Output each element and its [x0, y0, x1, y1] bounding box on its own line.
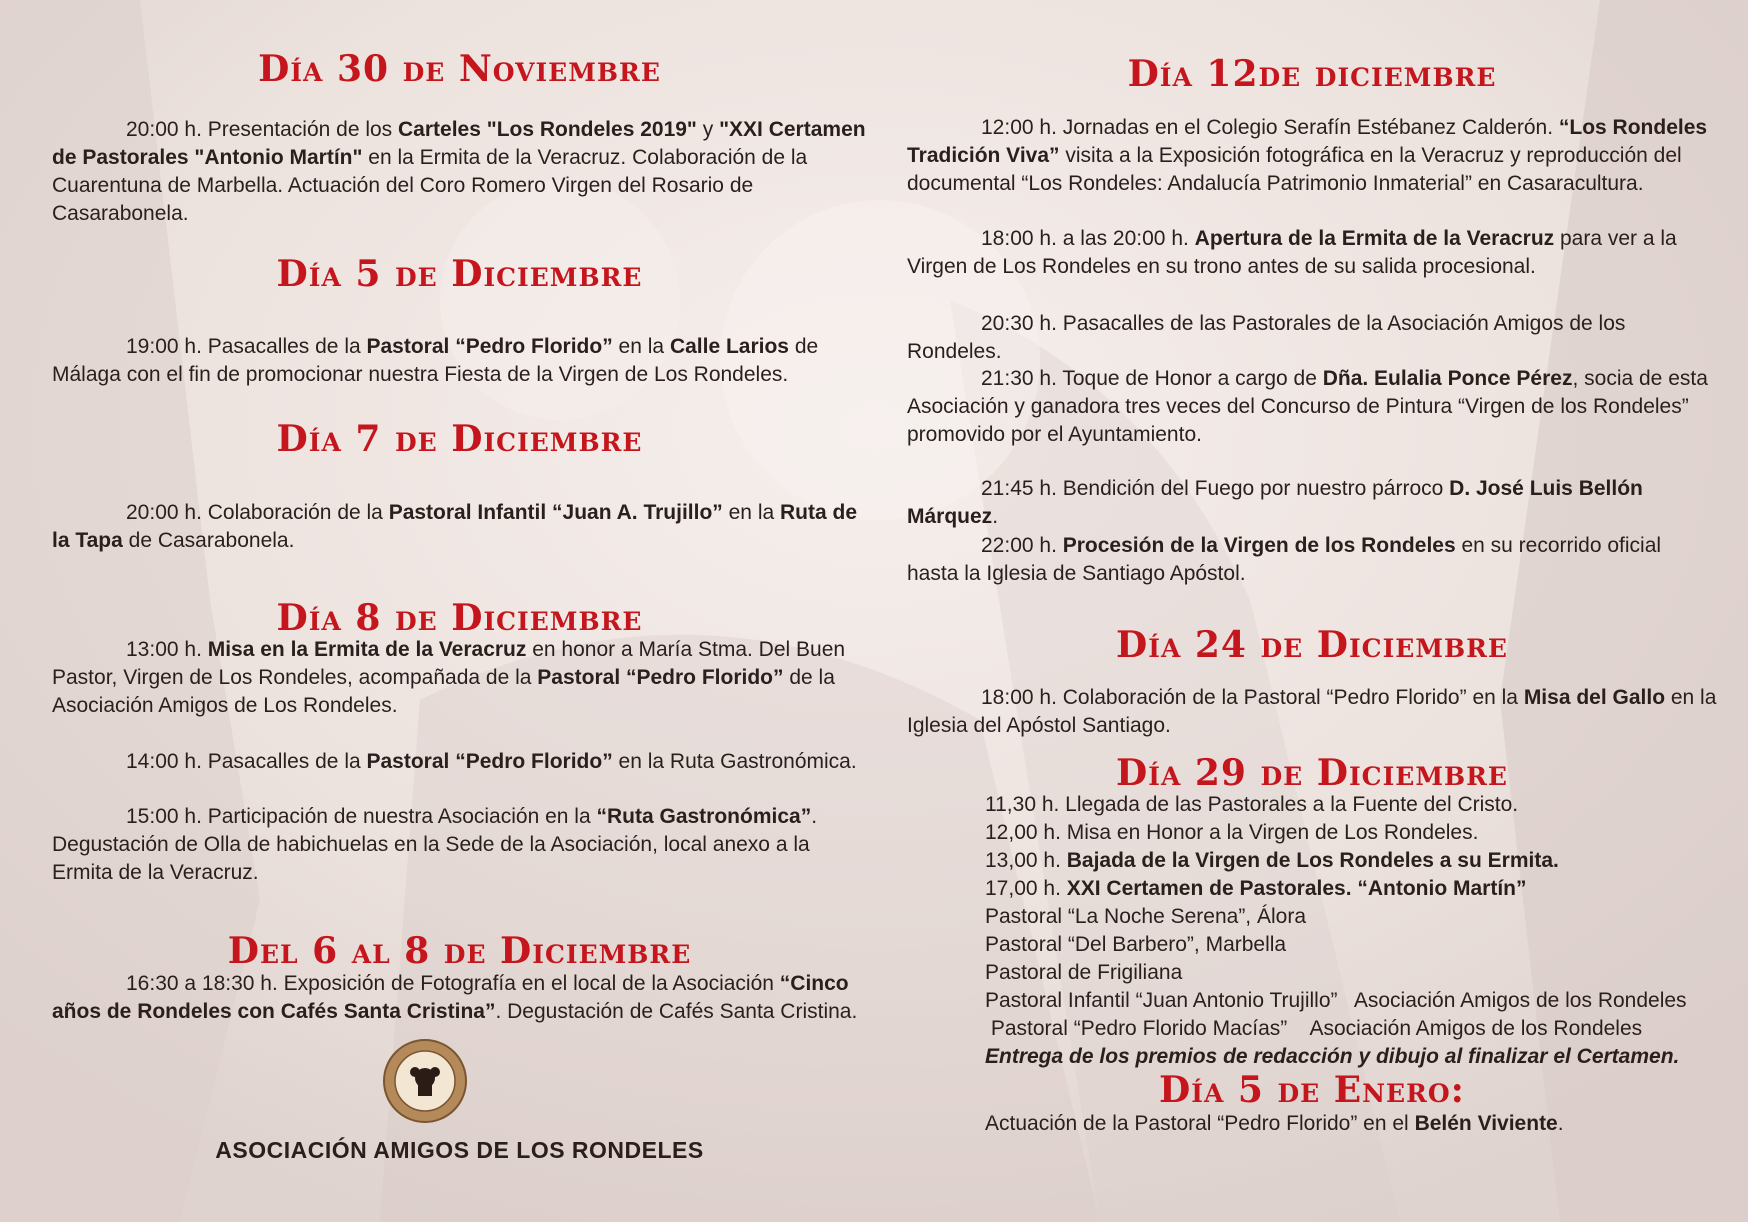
text: en la Ermita de la Veracruz. Colaboración de la Cuarentuna de Marbella. Actuación del Coro Romero Virgen del Rosario de Casarabonela. [52, 146, 808, 225]
program-line [985, 847, 1717, 875]
event-24-diciembre [907, 684, 1717, 740]
program-line: Entrega de los premios de redacción y dibujo al finalizar el Certamen. [985, 1045, 1680, 1068]
text: 16:30 a 18:30 h. Exposición de Fotografía en el local de la Asociación [126, 972, 780, 995]
event-5-enero [985, 1110, 1717, 1138]
event-8-diciembre-ruta [52, 803, 867, 887]
text: . [992, 505, 999, 528]
heading-del-6-al-8-diciembre: Del 6 al 8 de Diciembre [227, 930, 692, 972]
asociacion-logo [382, 1038, 468, 1124]
left-column [52, 0, 867, 1222]
event-12-diciembre-bendicion [907, 475, 1717, 531]
event-12-diciembre-toque [907, 365, 1717, 449]
program-line: Pastoral Infantil “Juan Antonio Trujillo” Asociación Amigos de los Rondeles [985, 989, 1687, 1012]
bold-text: Pastoral Infantil “Juan A. Trujillo” [388, 501, 723, 524]
text: . [1557, 1112, 1564, 1135]
program-line: 12,00 h. Misa en Honor a la Virgen de Los Rondeles. [985, 821, 1479, 844]
heading-dia-29-diciembre: Día 29 de Diciembre [1116, 752, 1508, 794]
event-8-diciembre-misa [52, 636, 867, 720]
event-12-diciembre-apertura [907, 225, 1717, 281]
event-8-diciembre-pasacalles [52, 748, 867, 776]
text: 21:45 h. Bendición del Fuego por nuestro párroco [981, 477, 1450, 500]
bold-text: Ruta de la Tapa [52, 501, 858, 552]
bold-text: Calle Larios [669, 335, 789, 358]
bold-text: Misa en la Ermita de la Veracruz [207, 638, 527, 661]
text: 12:00 h. Jornadas en el Colegio Serafín Estébanez Calderón. [981, 116, 1559, 139]
bold-text: Bajada de la Virgen de Los Rondeles a su Ermita. [1066, 849, 1559, 872]
event-5-diciembre [52, 333, 867, 389]
text: 17,00 h. [985, 877, 1067, 900]
bold-text: "XXI Certamen de Pastorales "Antonio Martín" [52, 118, 866, 169]
heading-dia-24-diciembre: Día 24 de Diciembre [1116, 624, 1508, 666]
organization-name: ASOCIACIÓN AMIGOS DE LOS RONDELES [215, 1137, 704, 1163]
heading-dia-8-diciembre: Día 8 de Diciembre [276, 597, 643, 639]
bold-text: Procesión de la Virgen de los Rondeles [1062, 534, 1456, 557]
program-line [985, 875, 1717, 903]
bold-text: D. José Luis Bellón Márquez [907, 477, 1643, 528]
text: . Degustación de Olla de habichuelas en la Sede de la Asociación, local anexo a la Ermita de la Veracruz. [52, 805, 818, 884]
bold-text: Misa del Gallo [1523, 686, 1666, 709]
event-12-diciembre-procesion [907, 532, 1717, 588]
event-exposicion-fotografia [52, 970, 867, 1026]
text: 21:30 h. Toque de Honor a cargo de [981, 367, 1323, 390]
event-7-diciembre [52, 499, 867, 555]
text: de Casarabonela. [122, 529, 295, 552]
program-line: Pastoral “Pedro Florido Macías” Asociación Amigos de los Rondeles [985, 1017, 1643, 1040]
text: 20:00 h. Colaboración de la [126, 501, 389, 524]
heading-dia-5-diciembre: Día 5 de Diciembre [276, 253, 643, 295]
heading-dia-12-diciembre: Día 12de diciembre [1127, 53, 1497, 95]
bold-text: “Los Rondeles Tradición Viva” [907, 116, 1708, 167]
text: de Málaga con el fin de promocionar nuestra Fiesta de la Virgen de Los Rondeles. [52, 335, 819, 386]
text: de la Asociación Amigos de Los Rondeles. [52, 666, 835, 717]
program-line: Pastoral de Frigiliana [985, 961, 1183, 984]
heading-dia-30-noviembre: Día 30 de Noviembre [258, 48, 661, 90]
bold-text: Pastoral “Pedro Florido” [537, 666, 784, 689]
text: 13:00 h. [126, 638, 208, 661]
text: visita a la Exposición fotográfica en la Veracruz y reproducción del documental “Los Rondeles: Andalucía Patrimonio Inmaterial” en Casaracultura. [907, 144, 1682, 195]
event-30-noviembre [52, 116, 867, 228]
bold-text: Pastoral “Pedro Florido” [366, 335, 613, 358]
bold-text: Pastoral “Pedro Florido” [366, 750, 613, 773]
text: , socia de esta Asociación y ganadora tres veces del Concurso de Pintura “Virgen de los Rondeles” promovido por el Ayuntamiento. [907, 367, 1708, 446]
text: en la [612, 335, 670, 358]
text: 18:00 h. a las 20:00 h. [981, 227, 1195, 250]
program-29-diciembre [985, 791, 1717, 1071]
text: 18:00 h. Colaboración de la Pastoral “Pedro Florido” en la [981, 686, 1524, 709]
program-line: Pastoral “Del Barbero”, Marbella [985, 933, 1287, 956]
right-column [907, 0, 1717, 1222]
text: en la [722, 501, 781, 524]
text: en la Ruta Gastronómica. [612, 750, 857, 773]
text: para ver a la Virgen de Los Rondeles en su trono antes de su salida procesional. [907, 227, 1677, 278]
text: en su recorrido oficial hasta la Iglesia de Santiago Apóstol. [907, 534, 1662, 585]
heading-dia-7-diciembre: Día 7 de Diciembre [276, 418, 643, 460]
text: 19:00 h. Pasacalles de la [126, 335, 367, 358]
bold-text: “Cinco años de Rondeles con Cafés Santa Cristina” [52, 972, 849, 1023]
heading-dia-5-enero: Día 5 de Enero: [1159, 1069, 1465, 1111]
text: Actuación de la Pastoral “Pedro Florido” en el [985, 1112, 1415, 1135]
text: 20:00 h. Presentación de los [126, 118, 399, 141]
program-line: 11,30 h. Llegada de las Pastorales a la Fuente del Cristo. [985, 793, 1519, 816]
event-12-diciembre-jornadas [907, 114, 1717, 198]
text: 22:00 h. [981, 534, 1063, 557]
text: 14:00 h. Pasacalles de la [126, 750, 367, 773]
text: . Degustación de Cafés Santa Cristina. [495, 1000, 858, 1023]
text: en honor a María Stma. Del Buen Pastor, Virgen de Los Rondeles, acompañada de la [52, 638, 846, 689]
text: 15:00 h. Participación de nuestra Asociación en la [126, 805, 597, 828]
bold-text: Apertura de la Ermita de la Veracruz [1194, 227, 1555, 250]
bold-text: Dña. Eulalia Ponce Pérez [1322, 367, 1573, 390]
bold-text: “Ruta Gastronómica” [596, 805, 812, 828]
event-12-diciembre-pasacalles: 20:30 h. Pasacalles de las Pastorales de la Asociación Amigos de los Rondeles. [907, 312, 1626, 363]
text: en la Iglesia del Apóstol Santiago. [907, 686, 1717, 737]
bold-text: XXI Certamen de Pastorales. “Antonio Martín” [1066, 877, 1527, 900]
bold-text: Belén Viviente [1414, 1112, 1558, 1135]
text: y [696, 118, 720, 141]
text: 13,00 h. [985, 849, 1067, 872]
program-line: Pastoral “La Noche Serena”, Álora [985, 905, 1306, 928]
bold-text: Carteles "Los Rondeles 2019" [398, 118, 697, 141]
